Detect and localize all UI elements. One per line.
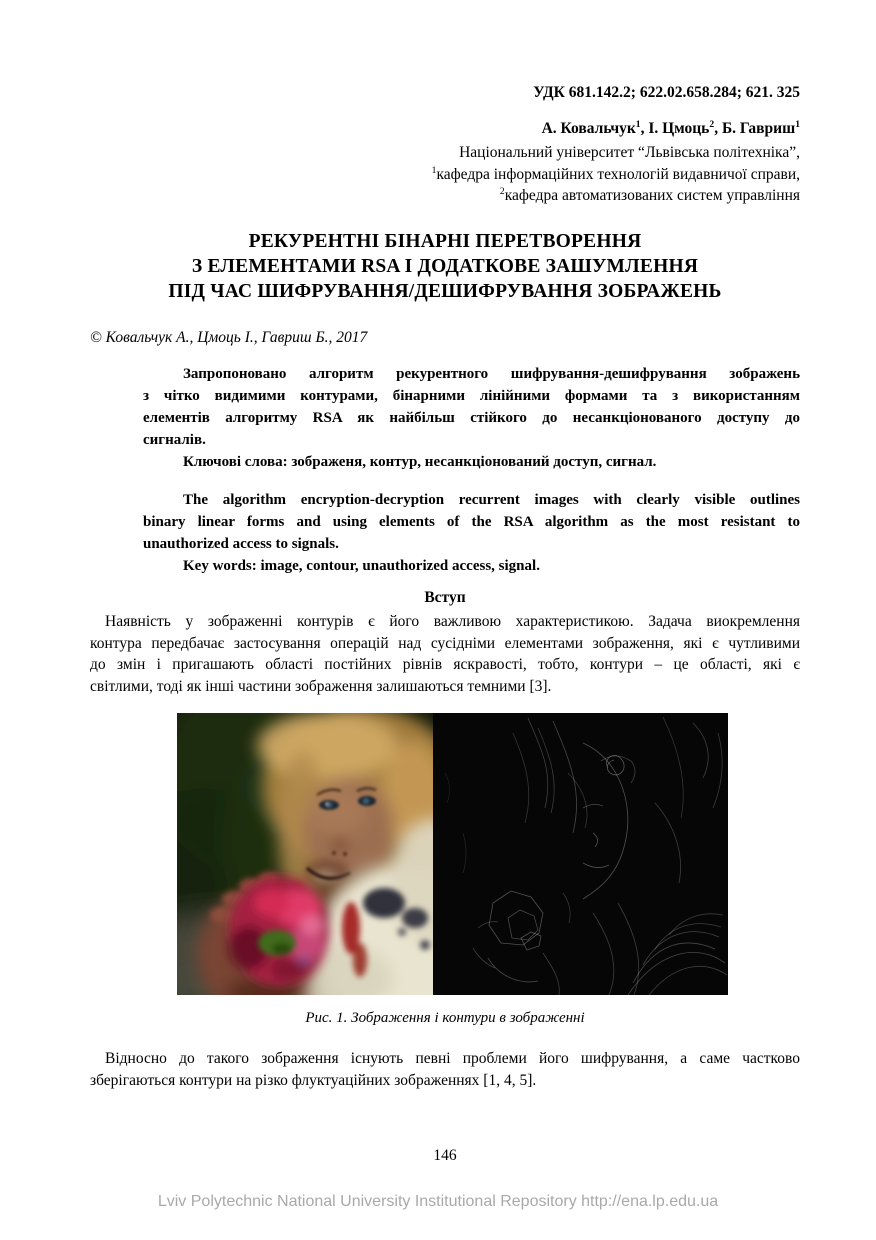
figure-caption: Рис. 1. Зображення і контури в зображенні — [305, 1010, 585, 1026]
abstract-en-line: unauthorized access to signals. — [143, 536, 339, 552]
dept-1-text: кафедра інформаційних технологій видавничої справи, — [436, 165, 800, 183]
dept-1-mark: 1 — [431, 164, 437, 176]
abstract-en-line: binary linear forms and using elements of the RSA algorithm as the most resistant to — [143, 514, 800, 530]
dept-2-text: кафедра автоматизованих систем управління — [504, 187, 800, 204]
abstract-ua-line: елементів алгоритму RSA як найбільш стійкого до несанкціонованого доступу до — [143, 410, 800, 426]
figure-image — [177, 713, 728, 995]
title-line-2: З ЕЛЕМЕНТАМИ RSA І ДОДАТКОВЕ ЗАШУМЛЕННЯ — [191, 256, 699, 277]
intro-line: Наявність у зображенні контурів є його важливою характеристикою. Задача виокремлення — [105, 613, 800, 630]
abstract-ua-line: Запропоновано алгоритм рекурентного шифрування-дешифрування зображень — [183, 366, 800, 382]
paper-title — [90, 229, 800, 304]
author-3: , Б. Гавриш — [714, 120, 796, 137]
authors-line — [90, 120, 800, 138]
section-heading-intro: Вступ — [424, 589, 466, 606]
body-line: Відносно до такого зображення існують певні проблеми його шифрування, а саме частково — [105, 1050, 800, 1067]
intro-paragraph — [90, 611, 800, 698]
copyright-line: © Ковальчук А., Цмоць І., Гавриш Б., 2017 — [90, 329, 368, 346]
udc-code: УДК 681.142.2; 622.02.658.284; 621. 325 — [533, 84, 800, 101]
affiliation-block — [90, 142, 800, 207]
author-2-affil-mark: 2 — [709, 118, 715, 130]
repository-footer: Lviv Polytechnic National University Institutional Repository http://ena.lp.edu.ua — [157, 1193, 719, 1210]
intro-line: до змін і пригашають області постійних рівнів яскравості, тобто, контури – це області, які є — [90, 656, 800, 674]
body-line: зберігаються контури на різко флуктуаційних зображеннях [1, 4, 5]. — [90, 1071, 537, 1089]
title-line-3: ПІД ЧАС ШИФРУВАННЯ/ДЕШИФРУВАННЯ ЗОБРАЖЕНЬ — [168, 281, 722, 302]
figure-contour-edges — [433, 713, 728, 995]
keywords-ua: Ключові слова: зображеня, контур, несанкціонований доступ, сигнал. — [183, 454, 657, 470]
page-number: 146 — [433, 1147, 457, 1164]
intro-line: контура передбачає застосування операцій над сусідніми елементами зображення, які є чутливими — [90, 634, 800, 652]
intro-line: світлими, тоді як інші частини зображення залишаються темними [3]. — [90, 678, 552, 696]
affiliation-university: Національний університет “Львівська політехніка”, — [459, 144, 800, 161]
abstract-ua-line: сигналів. — [143, 432, 206, 448]
body-paragraph — [90, 1048, 800, 1091]
abstract-en-line: The algorithm encryption-decryption recurrent images with clearly visible outlines — [183, 492, 800, 508]
author-1: А. Ковальчук — [541, 120, 636, 137]
affiliation-dept-1 — [90, 164, 800, 186]
abstract-ukrainian — [143, 363, 800, 473]
author-1-affil-mark: 1 — [635, 118, 641, 130]
abstract-ua-line: з чітко видимими контурами, бінарними лінійними формами та з використанням — [143, 388, 800, 404]
dept-2-mark: 2 — [499, 185, 505, 197]
author-3-affil-mark: 1 — [795, 118, 800, 130]
abstract-english — [143, 489, 800, 577]
author-2: , І. Цмоць — [640, 120, 710, 137]
figure-photo-girl-with-flower — [177, 713, 433, 995]
keywords-en: Key words: image, contour, unauthorized access, signal. — [183, 558, 540, 574]
affiliation-dept-2 — [90, 185, 800, 207]
title-line-1: РЕКУРЕНТНІ БІНАРНІ ПЕРЕТВОРЕННЯ — [248, 231, 642, 252]
